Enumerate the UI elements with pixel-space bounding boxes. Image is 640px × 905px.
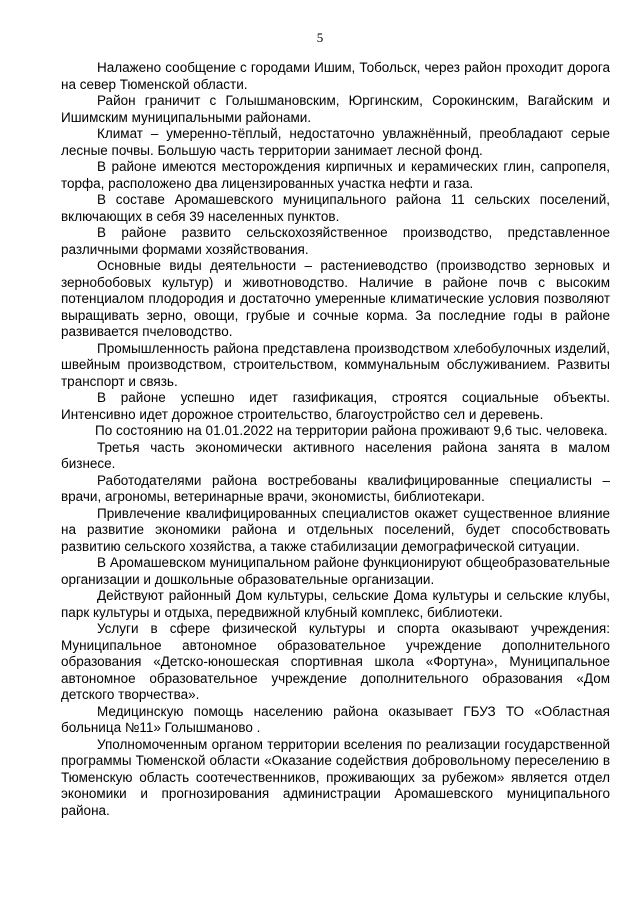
paragraph: В районе успешно идет газификация, строятся социальные объекты. Интенсивно идет дорожное строительство, благоустройство сел и деревень. <box>61 390 610 422</box>
paragraph: По состоянию на 01.01.2022 на территории района проживают 9,6 тыс. человека. <box>95 423 608 438</box>
paragraph: Уполномоченным органом территории вселения по реализации государственной программы Тюменской области «Оказание содействия добровольному переселению в Тюменскую область соотечественников, проживающих за рубежом» является отдел экономики и прогнозирования администрации Аромашевского муниципального района. <box>61 736 610 818</box>
page-number: 5 <box>316 30 324 45</box>
paragraph: Климат – умеренно-тёплый, недостаточно увлажнённый, преобладают серые лесные почвы. Большую часть территории занимает лесной фонд. <box>61 126 610 158</box>
paragraph: Медицинскую помощь населению района оказывает ГБУЗ ТО «Областная больница №11» Голышманово . <box>61 703 610 735</box>
paragraph: Действуют районный Дом культуры, сельские Дома культуры и сельские клубы, парк культуры и отдыха, передвижной клубный комплекс, библиотеки. <box>61 588 610 620</box>
paragraph: В составе Аромашевского муниципального района 11 сельских поселений, включающих в себя 39 населенных пунктов. <box>61 192 610 224</box>
paragraph: Район граничит с Голышмановским, Юргинским, Сорокинским, Вагайским и Ишимским муниципальными районами. <box>61 93 610 125</box>
paragraph: Основные виды деятельности – растениеводство (производство зерновых и зернобобовых культур) и животноводство. Наличие в районе почв с высоким потенциалом плодородия и достаточно умеренные климатические условия позволяют выращивать зерно, овощи, грубые и сочные корма. За последние годы в районе развивается пчеловодство. <box>61 258 610 339</box>
paragraph: Работодателями района востребованы квалифицированные специалисты – врачи, агрономы, ветеринарные врачи, экономисты, библиотекари. <box>61 472 610 504</box>
paragraph: Налажено сообщение с городами Ишим, Тобольск, через район проходит дорога на север Тюменской области. <box>61 60 610 92</box>
paragraph: В районе развито сельскохозяйственное производство, представленное различными формами хозяйствования. <box>61 225 610 257</box>
paragraph: Третья часть экономически активного населения района занята в малом бизнесе. <box>61 439 610 471</box>
paragraph: Промышленность района представлена производством хлебобулочных изделий, швейным производством, строительством, коммунальным обслуживанием. Развиты транспорт и связь. <box>61 340 610 389</box>
paragraph: Привлечение квалифицированных специалистов окажет существенное влияние на развитие экономики района и отдельных поселений, будет способствовать развитию сельского хозяйства, а также стабилизации демографической ситуации. <box>61 505 610 554</box>
paragraph: В Аромашевском муниципальном районе функционируют общеобразовательные организации и дошкольные образовательные организации. <box>61 555 610 587</box>
paragraph: Услуги в сфере физической культуры и спорта оказывают учреждения: Муниципальное автономное образовательное учреждение дополнительного образования «Детско-юношеская спортивная школа «Фортуна», Муниципальное автономное образовательное учреждение дополнительного образования «Дом детского творчества». <box>61 621 610 702</box>
document-body <box>61 60 610 819</box>
paragraph: В районе имеются месторождения кирпичных и керамических глин, сапропеля, торфа, расположено два лицензированных участка нефти и газа. <box>61 159 610 191</box>
